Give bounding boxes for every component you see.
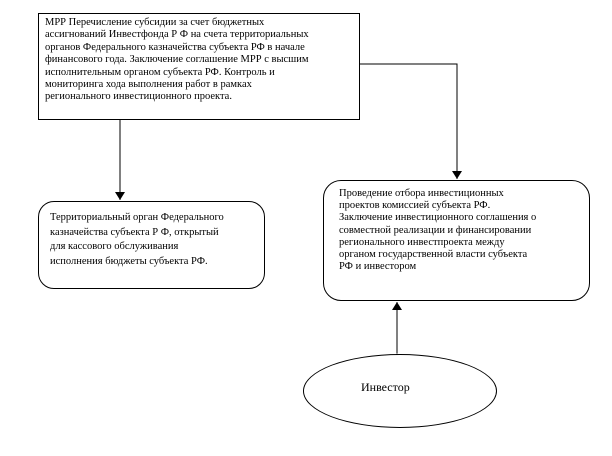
mrr-subsidy-box [38, 13, 360, 120]
project-selection-box [323, 180, 590, 301]
project-selection-line-5: регионального инвестпроекта между [339, 236, 505, 248]
mrr-subsidy-line-6: мониторинга хода выполнения работ в рамках [45, 79, 252, 91]
treasury-body-line-1: Территориальный орган Федерального [50, 212, 224, 223]
arrow-top-to-right [360, 64, 457, 179]
project-selection-line-3: Заключение инвестиционного соглашения о [339, 212, 537, 224]
mrr-subsidy-line-3: органов Федерального казначейства субъекта РФ в начале [45, 41, 305, 53]
investor-label: Инвестор [361, 380, 410, 394]
project-selection-line-2: проектов комиссией субъекта РФ. [339, 200, 491, 212]
mrr-subsidy-line-1: МРР Перечисление субсидии за счет бюджетных [45, 17, 265, 28]
treasury-body-line-3: для кассового обслуживания [50, 241, 179, 253]
mrr-subsidy-line-2: ассигнований Инвестфонда Р Ф на счета территориальных [45, 29, 309, 41]
mrr-subsidy-line-5: исполнительным органом субъекта РФ. Контроль и [45, 66, 275, 78]
mrr-subsidy-line-7: регионального инвестиционного проекта. [45, 91, 232, 103]
project-selection-line-4: совместной реализации и финансировании [339, 224, 532, 236]
treasury-body-line-4: исполнения бюджеты субъекта РФ. [50, 255, 208, 267]
treasury-body-line-2: казначейства субъекта Р Ф, открытый [50, 226, 219, 238]
treasury-body-box [38, 201, 265, 289]
project-selection-line-7: РФ и инвестором [339, 261, 417, 273]
project-selection-line-1: Проведение отбора инвестиционных [339, 188, 504, 199]
project-selection-line-6: органом государственной власти субъекта [339, 249, 528, 261]
mrr-subsidy-line-4: финансового года. Заключение соглашение МРР с высшим [45, 54, 309, 66]
investor-ellipse [303, 354, 497, 428]
